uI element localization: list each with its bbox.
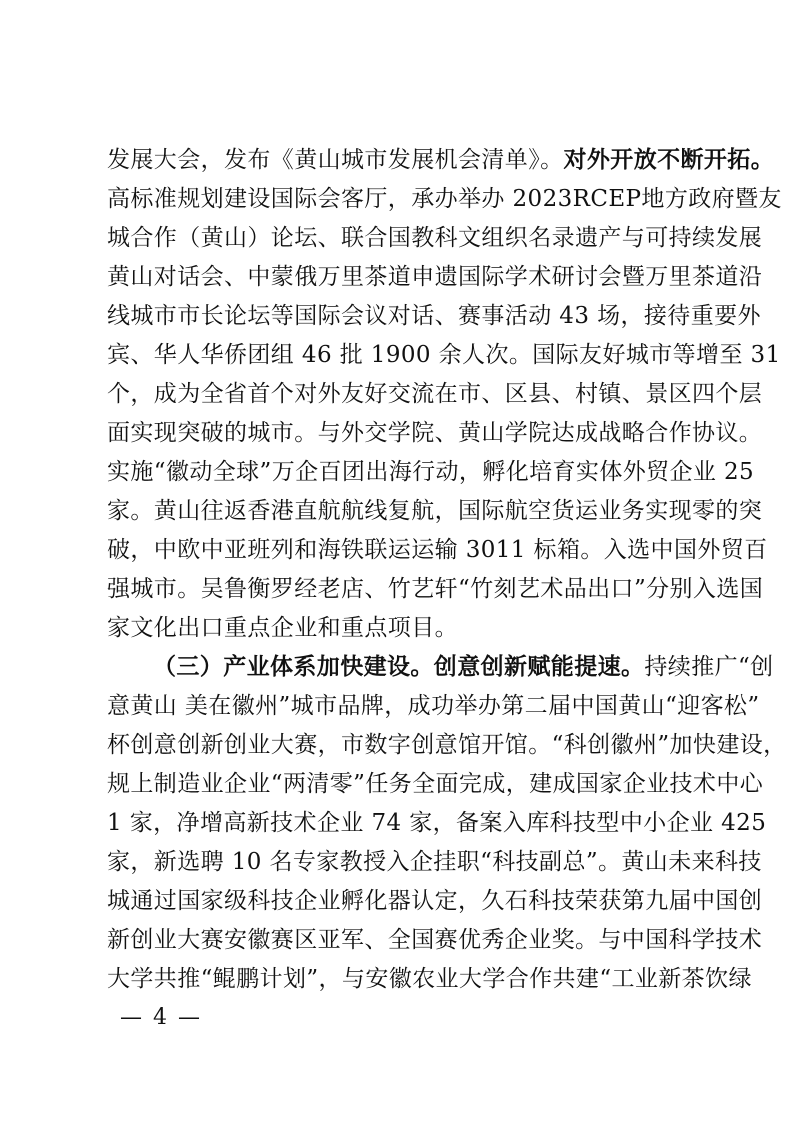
text-line: 规上制造业企业“两清零”任务全面完成，建成国家企业技术中心 [107,771,764,797]
text-line: 家。黄山往返香港直航航线复航，国际航空货运业务实现零的突 [107,498,763,524]
text-line: 面实现突破的城市。与外交学院、黄山学院达成战略合作协议。 [107,420,763,446]
text-line: 杯创意创新创业大赛，市数字创意馆开馆。“科创徽州”加快建设， [107,732,787,758]
text-line: 家，新选聘 10 名专家教授入企挂职“科技副总”。黄山未来科技 [107,849,762,875]
text-line: 破，中欧中亚班列和海铁联运运输 3011 标箱。入选中国外贸百 [107,537,768,563]
text-line: 家文化出口重点企业和重点项目。 [107,615,458,641]
text-line: 宾、华人华侨团组 46 批 1900 余人次。国际友好城市等增至 31 [107,342,781,368]
text-line [107,142,775,178]
text-line: 强城市。吴鲁衡罗经老店、竹艺轩“竹刻艺术品出口”分别入选国 [107,576,764,602]
text-line: 城合作（黄山）论坛、联合国教科文组织名录遗产与可持续发展 [107,225,763,251]
text-line: 新创业大赛安徽赛区亚军、全国赛优秀企业奖。与中国科学技术 [107,927,763,953]
text-line: 高标准规划建设国际会客厅，承办举办 2023RCEP地方政府暨友 [107,186,782,212]
text-line: 黄山对话会、中蒙俄万里茶道申遗国际学术研讨会暨万里茶道沿 [107,264,763,290]
body-text: 发展大会，发布《黄山城市发展机会清单》。 [107,147,564,173]
text-line: 实施“徽动全球”万企百团出海行动，孵化培育实体外贸企业 25 [107,459,755,485]
text-line: 城通过国家级科技企业孵化器认定，久石科技荣获第九届中国创 [107,888,763,914]
body-text: 持续推广“创 [644,654,774,680]
section-heading-bold: 对外开放不断开拓。 [563,146,775,173]
text-line: 意黄山 美在徽州”城市品牌，成功举办第二届中国黄山“迎客松” [107,693,760,719]
text-line: 1 家，净增高新技术企业 74 家，备案入库科技型中小企业 425 [107,810,767,836]
text-line: 大学共推“鲲鹏计划”，与安徽农业大学合作共建“工业新茶饮绿 [107,966,752,992]
text-line: 线城市市长论坛等国际会议对话、赛事活动 43 场，接待重要外 [107,303,761,329]
page-number: — 4 — [120,1005,202,1030]
section-heading-bold: （三）产业体系加快建设。创意创新赋能提速。 [153,653,645,680]
text-line [153,649,774,685]
text-line: 个，成为全省首个对外友好交流在市、区县、村镇、景区四个层 [107,381,763,407]
